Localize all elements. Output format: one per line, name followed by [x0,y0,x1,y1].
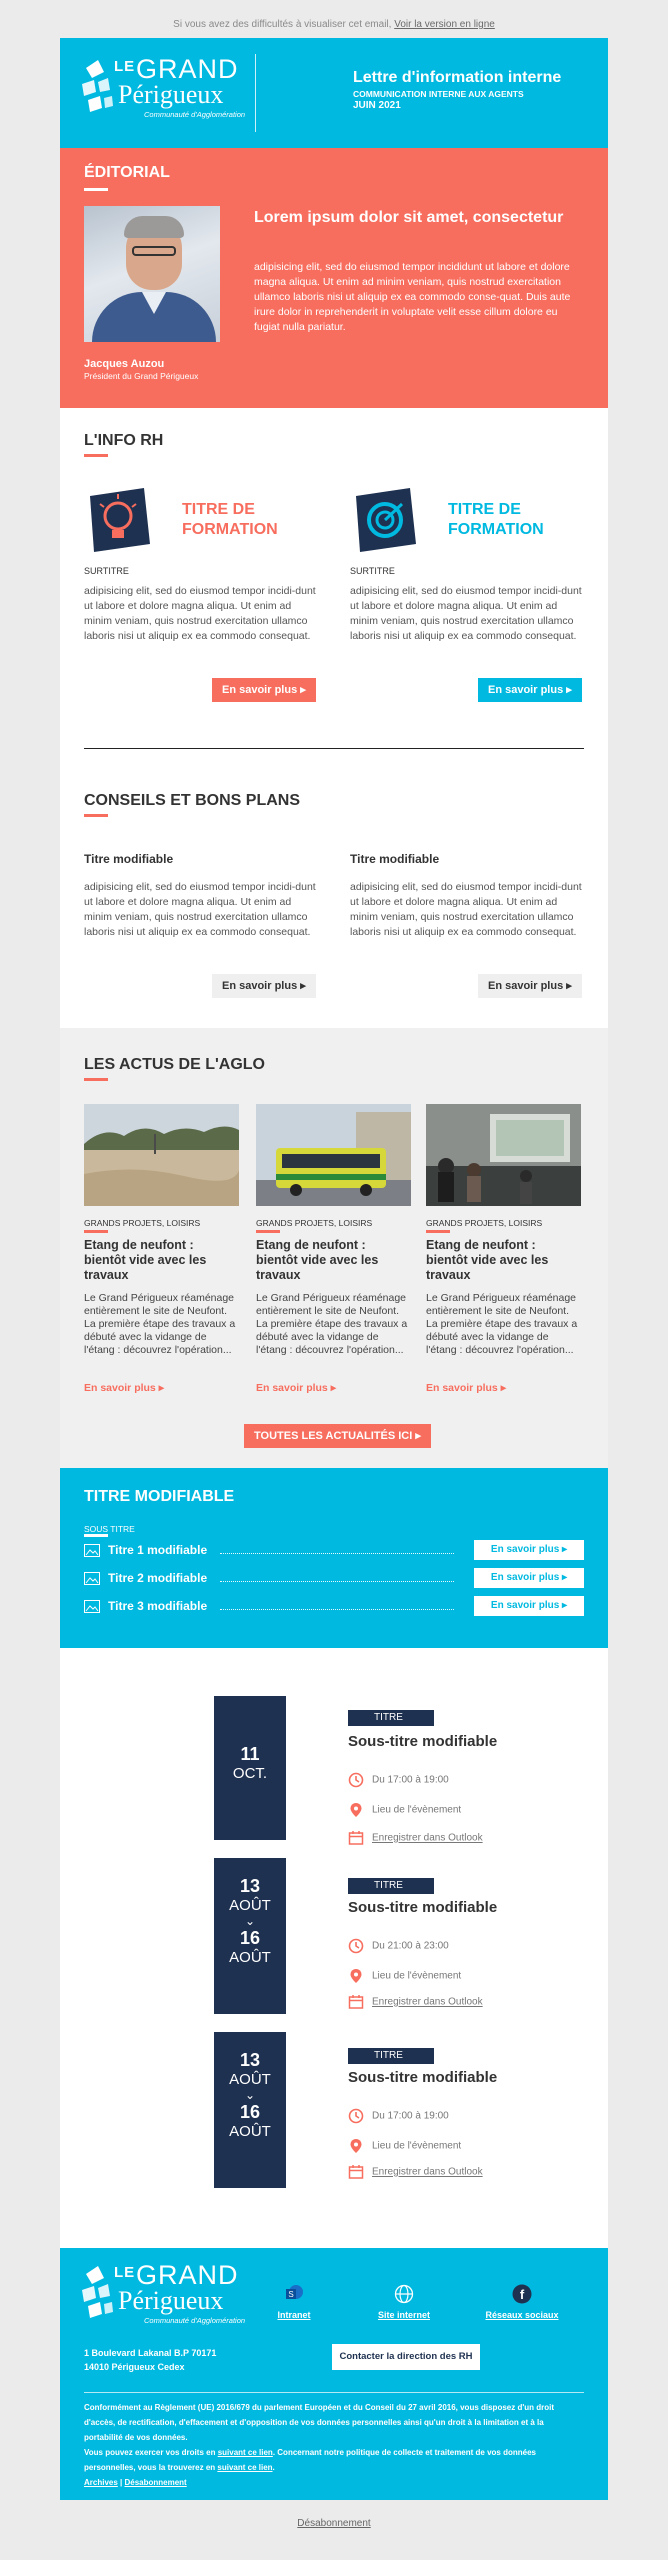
dotted-leader [220,1553,454,1554]
outlook-link[interactable]: Enregistrer dans Outlook [372,2166,483,2178]
event-outlook [348,2164,483,2180]
location-pin-icon [348,1968,364,1984]
rh-card-surtitre: SURTITRE [350,566,395,576]
policy-link[interactable]: suivant ce lien [217,2463,273,2472]
intranet-link[interactable]: Intranet [277,2310,311,2320]
clock-icon [348,2108,364,2124]
news-underline [84,1230,108,1233]
clock-icon [348,1772,364,1788]
heading-underline [84,1078,108,1081]
author-name: Jacques Auzou [84,358,165,370]
event-outlook [348,1994,483,2010]
rh-card-more-button[interactable]: En savoir plus ▸ [212,678,316,702]
facebook-icon [512,2284,532,2304]
chevron-down-icon: ⌄ [244,2088,256,2102]
event-place: Lieu de l'évènement [348,1968,461,1984]
rh-card-more-button[interactable]: En savoir plus ▸ [478,678,582,702]
header-banner [60,38,608,148]
event-title: Sous-titre modifiable [348,1733,498,1750]
heading-underline [84,1534,108,1537]
editorial-text: adipisicing elit, sed do eiusmod tempor incididunt ut labore et dolore magna aliqua. Ut enim ad minim veniam, quis nostrud exercitation ullamco laboris nisi ut aliquip ex ea commodo conse-quat. Duis aute irure dolor in reprehenderit in voluptate velit esse cillum dolore eu fugiat nulla pariatur. [254,261,571,333]
conseil-title: Titre modifiable [84,852,174,866]
quick-link-button[interactable]: En savoir plus ▸ [474,1540,584,1560]
logo-mark-icon [80,58,114,120]
news-category: GRANDS PROJETS, LOISIRS [84,1218,201,1228]
address-line: 1 Boulevard Lakanal B.P 70171 [84,2348,217,2358]
event-time: Du 17:00 à 19:00 [348,1772,449,1788]
chevron-down-icon: ⌄ [244,1914,256,1928]
image-icon [84,1572,100,1585]
news-title[interactable]: Etang de neufont : bientôt vide avec les travaux [84,1238,207,1282]
contact-rh-button[interactable]: Contacter la direction des RH [332,2344,480,2370]
author-role: Président du Grand Périgueux [84,371,199,381]
globe-icon [394,2284,414,2304]
conseil-more-button[interactable]: En savoir plus ▸ [478,974,582,998]
view-online-link[interactable]: Voir la version en ligne [394,19,495,30]
news-text: Le Grand Périgueux réaménage entièrement le site de Neufont. La première étape des travaux a débuté avec la vidange de l'étang : découvrez l'opération... [84,1292,236,1356]
news-image[interactable] [256,1104,411,1206]
location-pin-icon [348,1802,364,1818]
conseil-title: Titre modifiable [350,852,440,866]
all-news-button[interactable]: TOUTES LES ACTUALITÉS ICI ▸ [244,1424,431,1448]
lightbulb-icon [84,486,154,556]
event-title: Sous-titre modifiable [348,1899,498,1916]
info-rh-heading: L'INFO RH [84,432,164,449]
footer-section [60,2248,608,2500]
dotted-leader [220,1581,454,1582]
conseil-text: adipisicing elit, sed do eiusmod tempor incidi-dunt ut labore et dolore magna aliqua. Ut enim ad minim veniam, quis nostrud exercitation ullamco laboris nisi ut aliquip ex ea commodo consequat. [350,881,582,938]
newsletter-date: JUIN 2021 [353,100,401,111]
news-image[interactable] [84,1104,239,1206]
dotted-leader [220,1609,454,1610]
news-category: GRANDS PROJETS, LOISIRS [256,1218,373,1228]
news-more-link[interactable]: En savoir plus ▸ [256,1382,336,1394]
quick-link-button[interactable]: En savoir plus ▸ [474,1568,584,1588]
address-line: 14010 Périgueux Cedex [84,2362,185,2372]
editorial-title: Lorem ipsum dolor sit amet, consectetur [254,209,564,226]
view-online-bar: Si vous avez des difficultés à visualiser cet email, Voir la version en ligne [173,19,495,30]
news-more-link[interactable]: En savoir plus ▸ [426,1382,506,1394]
website-link[interactable]: Site internet [377,2310,430,2320]
event-place: Lieu de l'évènement [348,1802,461,1818]
editorial-heading: ÉDITORIAL [84,164,170,181]
rh-card-title: TITRE DE FORMATION [448,501,544,538]
event-time: Du 17:00 à 19:00 [348,2108,449,2124]
footer-logo[interactable]: LE GRAND Périgueux Communauté d'Agglomération [80,2258,260,2338]
event-date-box: 13 AOÛT ⌄ 16 AOÛT [214,1858,286,2014]
event-date-box: 13 AOÛT ⌄ 16 AOÛT [214,2032,286,2188]
target-icon [350,486,420,556]
grand-perigueux-logo[interactable]: LE GRAND Périgueux Communauté d'Agglomération [80,52,260,132]
info-rh-section [60,408,608,1028]
clock-icon [348,1938,364,1954]
heading-underline [84,454,108,457]
svg-text:f: f [519,2287,525,2302]
outlook-link[interactable]: Enregistrer dans Outlook [372,1996,483,2008]
editorial-section [60,148,608,408]
quick-link-label: Titre 1 modifiable [108,1543,208,1557]
conseils-heading: CONSEILS ET BONS PLANS [84,792,301,809]
news-underline [256,1230,280,1233]
archives-link[interactable]: Archives [84,2478,118,2487]
calendar-icon [348,1830,364,1846]
president-photo [84,206,220,342]
quick-links-heading: TITRE MODIFIABLE [84,1488,235,1505]
newsletter-title: Lettre d'information interne [353,69,562,86]
svg-text:S: S [288,2290,294,2299]
event-place: Lieu de l'évènement [348,2138,461,2154]
location-pin-icon [348,2138,364,2154]
calendar-icon [348,2164,364,2180]
event-time: Du 21:00 à 23:00 [348,1938,449,1954]
event-date-box: 11 OCT. [214,1696,286,1840]
header-divider [255,54,256,132]
actus-heading: LES ACTUS DE L'AGLO [84,1056,265,1073]
rh-card-text: adipisicing elit, sed do eiusmod tempor incidi-dunt ut labore et dolore magna aliqua. Ut enim ad minim veniam, quis nostrud exercitation ullamco laboris nisi ut aliquip ex ea commodo consequat. [84,585,316,642]
footer-divider [84,2392,584,2393]
quick-links-section [60,1468,608,1648]
newsletter-subtitle: COMMUNICATION INTERNE AUX AGENTS [353,89,524,99]
actus-section [60,1028,608,1468]
rh-card-surtitre: SURTITRE [84,566,129,576]
heading-underline [84,188,108,191]
footer-unsubscribe-link[interactable]: Désabonnement [124,2478,187,2487]
event-tag: TITRE [348,2048,434,2064]
event-title: Sous-titre modifiable [348,2069,498,2086]
news-category: GRANDS PROJETS, LOISIRS [426,1218,543,1228]
event-tag: TITRE [348,1878,434,1894]
quick-link-row [84,1596,584,1618]
unsubscribe-link[interactable]: Désabonnement [297,2518,371,2529]
image-icon [84,1544,100,1557]
quick-link-row [84,1540,584,1562]
legal-text: Conformément au Règlement (UE) 2016/679 du parlement Européen et du Conseil du 27 avril 2016, vous disposez d'un droit d'accès, de rectification, d'effacement et d'opposition de vos données personnelles ainsi qu'un droit à la limitation et à la portabilité de vos données. Vous pouvez exercer vos droits en suivant ce lien. Concernant notre politique de collecte et traitement de vos données personnelles, vous la trouverez en suivant ce lien. Archives | Désabonnement [84,2403,555,2487]
rights-link[interactable]: suivant ce lien [217,2448,273,2457]
news-image[interactable] [426,1104,581,1206]
news-title[interactable]: Etang de neufont : bientôt vide avec les travaux [256,1238,379,1282]
events-section [60,1648,608,2248]
news-text: Le Grand Périgueux réaménage entièrement le site de Neufont. La première étape des travaux a débuté avec la vidange de l'étang : découvrez l'opération... [426,1292,578,1356]
outlook-link[interactable]: Enregistrer dans Outlook [372,1832,483,1844]
quick-link-row [84,1568,584,1590]
event-outlook [348,1830,483,1846]
sharepoint-icon [284,2284,304,2304]
news-underline [426,1230,450,1233]
calendar-icon [348,1994,364,2010]
news-text: Le Grand Périgueux réaménage entièrement le site de Neufont. La première étape des travaux a débuté avec la vidange de l'étang : découvrez l'opération... [256,1292,408,1356]
quick-link-button[interactable]: En savoir plus ▸ [474,1596,584,1616]
social-link[interactable]: Réseaux sociaux [485,2310,559,2320]
news-title[interactable]: Etang de neufont : bientôt vide avec les travaux [426,1238,549,1282]
image-icon [84,1600,100,1613]
heading-underline [84,814,108,817]
news-more-link[interactable]: En savoir plus ▸ [84,1382,164,1394]
quick-link-label: Titre 3 modifiable [108,1599,208,1613]
quick-link-label: Titre 2 modifiable [108,1571,208,1585]
logo-mark-icon [80,2264,114,2326]
quick-links-subtitle: SOUS TITRE [84,1524,135,1534]
rh-card-title: TITRE DE FORMATION [182,501,278,538]
event-tag: TITRE [348,1710,434,1726]
conseil-more-button[interactable]: En savoir plus ▸ [212,974,316,998]
rh-card-text: adipisicing elit, sed do eiusmod tempor incidi-dunt ut labore et dolore magna aliqua. Ut enim ad minim veniam, quis nostrud exercitation ullamco laboris nisi ut aliquip ex ea commodo consequat. [350,585,582,642]
section-divider [84,748,584,749]
conseil-text: adipisicing elit, sed do eiusmod tempor incidi-dunt ut labore et dolore magna aliqua. Ut enim ad minim veniam, quis nostrud exercitation ullamco laboris nisi ut aliquip ex ea commodo consequat. [84,881,316,938]
